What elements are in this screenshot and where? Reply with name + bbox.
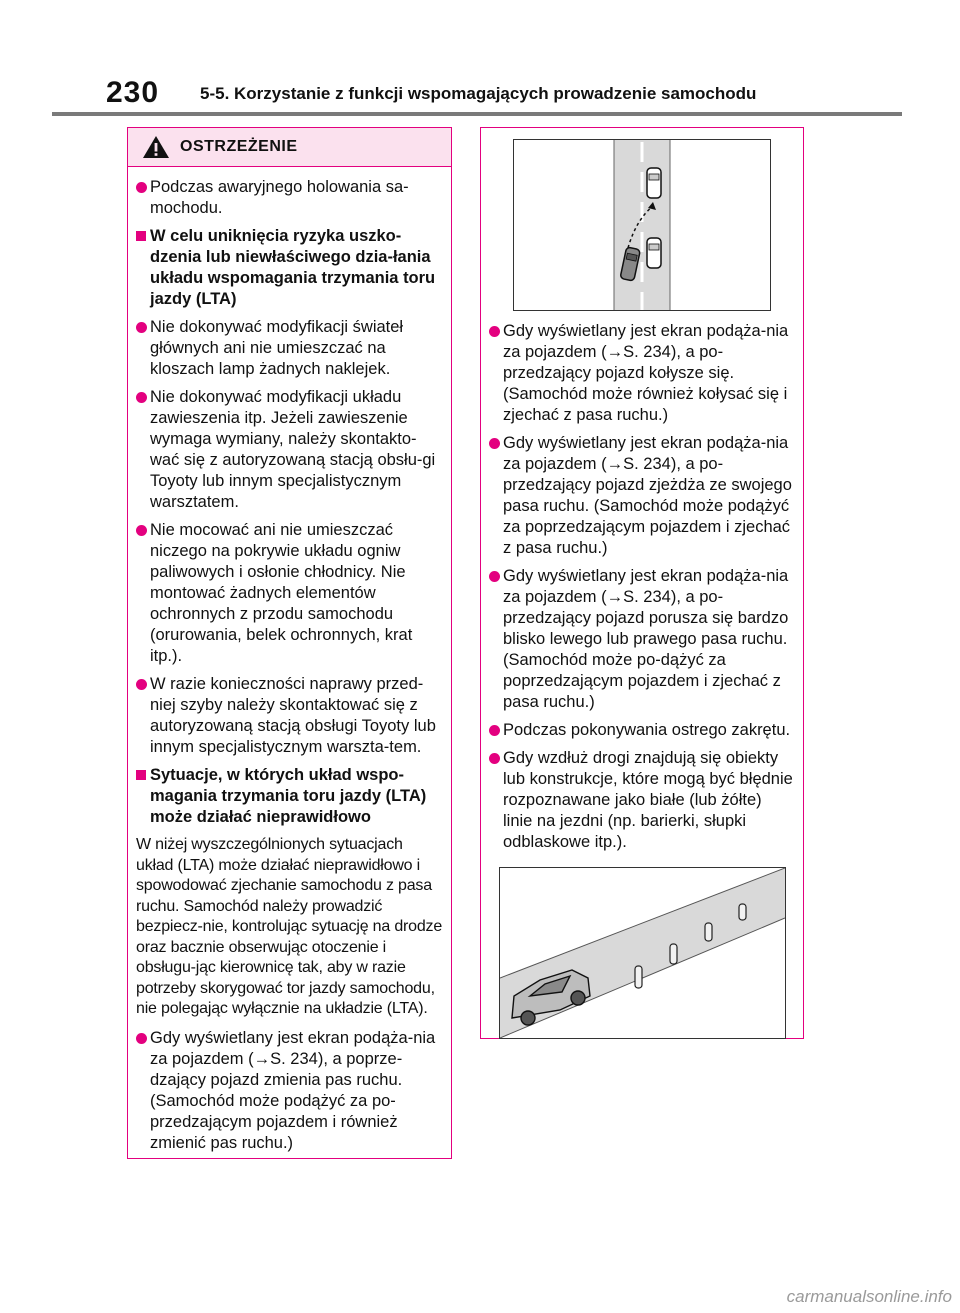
list-item: Podczas awaryjnego holowania sa-mochodu. xyxy=(136,177,443,219)
list-item: Podczas pokonywania ostrego zakrętu. xyxy=(489,720,795,741)
roadside-posts-illustration xyxy=(499,867,786,1039)
bullet-dot-icon xyxy=(489,438,500,449)
bullet-dot-icon xyxy=(489,571,500,582)
subheading: W celu uniknięcia ryzyka uszko-dzenia lub niewłaściwego dzia-łania układu wspomagania trzymania toru jazdy (LTA) xyxy=(136,226,443,310)
page-number: 230 xyxy=(106,76,160,109)
bullet-dot-icon xyxy=(136,1033,147,1044)
list-item: Nie mocować ani nie umieszczać niczego na pokrywie układu ogniw paliwowych i osłonie chłodnicy. Nie montować żadnych elementów ochronnych z przodu samochodu (orurowania, belek ochronnych, krat itp.). xyxy=(136,520,443,667)
bullet-dot-icon xyxy=(489,753,500,764)
list-item: Gdy wyświetlany jest ekran podąża-nia za pojazdem (→S. 234), a po-przedzający pojazd kołysze się. (Samochód może również kołysać się i zjechać z pasa ruchu.) xyxy=(489,321,795,426)
bullet-dot-icon xyxy=(489,725,500,736)
bullet-dot-icon xyxy=(136,525,147,536)
lane-change-illustration xyxy=(513,139,771,311)
warning-box xyxy=(127,127,452,1159)
watermark: carmanualsonline.info xyxy=(786,1287,952,1306)
list-item: W razie konieczności naprawy przed-niej szyby należy skontaktować się z autoryzowaną stacją obsługi Toyoty lub innym specjalistycznym warszta-tem. xyxy=(136,674,443,758)
bullet-dot-icon xyxy=(136,182,147,193)
header-rule xyxy=(52,112,902,116)
list-item: Nie dokonywać modyfikacji świateł głównych ani nie umieszczać na kloszach lamp żadnych naklejek. xyxy=(136,317,443,380)
bullet-dot-icon xyxy=(136,679,147,690)
list-item: Nie dokonywać modyfikacji układu zawieszenia itp. Jeżeli zawieszenie wymaga wymiany, należy skontakto-wać się z autoryzowaną stacją obsłu-gi Toyoty lub innym specjalistycznym warsztatem. xyxy=(136,387,443,513)
bullet-dot-icon xyxy=(136,392,147,403)
list-item: Gdy wyświetlany jest ekran podąża-nia za pojazdem (→S. 234), a po-przedzający pojazd porusza się bardzo blisko lewego lub prawego pasa ruchu. (Samochód może po-dążyć za poprzedzającym pojazdem i zjechać z pasa ruchu.) xyxy=(489,566,795,713)
list-item: Gdy wyświetlany jest ekran podąża-nia za pojazdem (→S. 234), a poprze-dzający pojazd zmienia pas ruchu. (Samochód może podążyć za po-przedzającym pojazdem i również zmienić pas ruchu.) xyxy=(136,1028,443,1154)
bullet-square-icon xyxy=(136,770,146,780)
bullet-square-icon xyxy=(136,231,146,241)
subheading: Sytuacje, w których układ wspo-magania trzymania toru jazdy (LTA) może działać nieprawidłowo xyxy=(136,765,443,828)
continuation-box xyxy=(480,127,804,1039)
bullet-dot-icon xyxy=(136,322,147,333)
warning-header xyxy=(128,128,451,167)
list-item: Gdy wzdłuż drogi znajdują się obiekty lub konstrukcje, które mogą być błędnie rozpoznawane jako białe (lub żółte) linie na jezdni (np. barierki, słupki odblaskowe itp.). xyxy=(489,748,795,853)
warning-triangle-icon xyxy=(142,135,170,159)
section-title: 5-5. Korzystanie z funkcji wspomagających prowadzenie samochodu xyxy=(200,84,757,103)
list-item: Gdy wyświetlany jest ekran podąża-nia za pojazdem (→S. 234), a po-przedzający pojazd zjeżdża ze swojego pasa ruchu. (Samochód może podążyć za poprzedzającym pojazdem i zjechać z pasa ruchu.) xyxy=(489,433,795,559)
warning-title: OSTRZEŻENIE xyxy=(180,138,298,155)
bullet-dot-icon xyxy=(489,326,500,337)
body-paragraph: W niżej wyszczególnionych sytuacjach układ (LTA) może działać nieprawidłowo i spowodować zjechanie samochodu z pasa ruchu. Samochód należy prowadzić bezpiecz-nie, kontrolując sytuację na drodze oraz bacznie obserwując otoczenie i obsługu-jąc kierownicę tak, aby w razie potrzeby skorygować tor jazdy samochodu, nie polegając wyłącznie na układzie (LTA). xyxy=(136,836,443,1017)
